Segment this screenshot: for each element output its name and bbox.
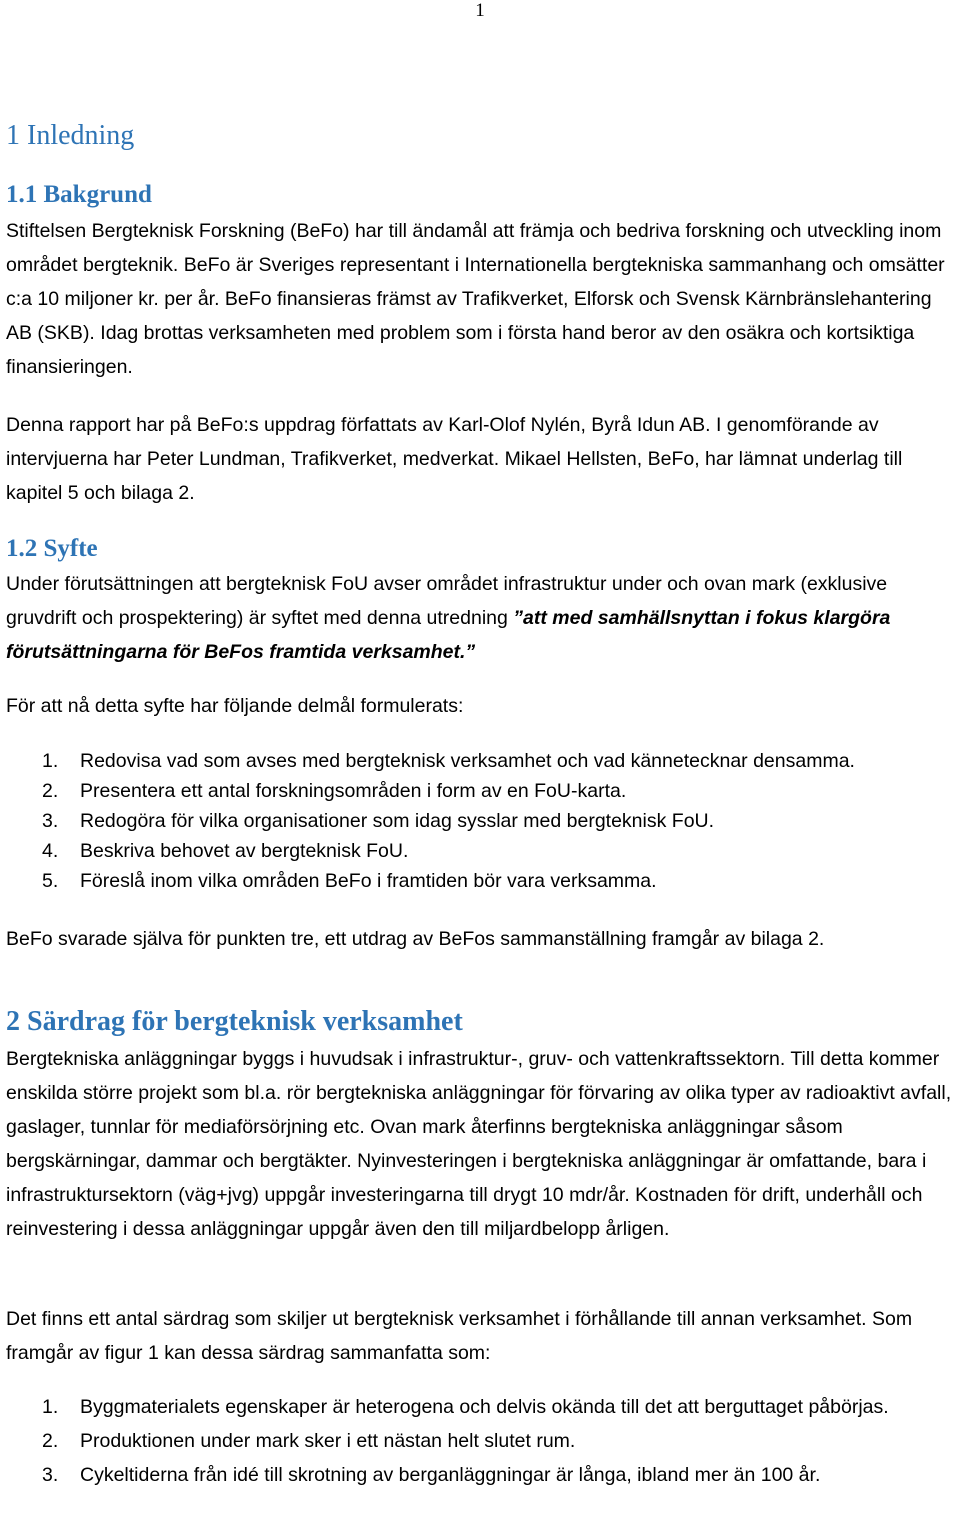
purpose-emphasis: ”att med samhällsnyttan i fokus klargöra förutsättningarna för BeFos framtida verksamhet.” (6, 607, 891, 663)
list-text: Föreslå inom vilka områden BeFo i framtiden bör vara verksamma. (80, 870, 657, 892)
heading-inledning: 1 Inledning (6, 120, 135, 151)
page-number: 1 (475, 0, 485, 21)
goals-list (42, 746, 957, 896)
list-number: 5. (42, 870, 59, 892)
list-text: Redogöra för vilka organisationer som idag sysslar med bergteknisk FoU. (80, 810, 715, 832)
paragraph-features-1: Bergtekniska anläggningar byggs i huvudsak i infrastruktur-, gruv- och vattenkraftssektorn. Till detta kommer enskilda större projekt som bl.a. rör bergtekniska anläggningar för förvaring av olika typer av radioaktivt avfall, gaslager, tunnlar för mediaförsörjning etc. Ovan mark återfinns bergtekniska anläggningar såsom bergskärningar, dammar och bergtäkter. Nyinvesteringen i bergtekniska anläggningar är omfattande, bara i infrastruktursektorn (väg+jvg) uppgår investeringarna till drygt 10 mdr/år. Kostnaden för drift, underhåll och reinvestering i dessa anläggningar uppgår även den till miljardbelopp årligen. (6, 1048, 952, 1240)
list-text: Cykeltiderna från idé till skrotning av berganläggningar är långa, ibland mer än 100 år. (80, 1464, 821, 1486)
paragraph-background-2: Denna rapport har på BeFo:s uppdrag författats av Karl-Olof Nylén, Byrå Idun AB. I genomförande av intervjuerna har Peter Lundman, Trafikverket, medverkat. Mikael Hellsten, BeFo, har lämnat underlag till kapitel 5 och bilaga 2. (6, 414, 903, 504)
paragraph-features-2: Det finns ett antal särdrag som skiljer ut bergteknisk verksamhet i förhållande till annan verksamhet. Som framgår av figur 1 kan dessa särdrag sammanfatta som: (6, 1308, 913, 1364)
heading-sardrag: 2 Särdrag för bergteknisk verksamhet (6, 1006, 463, 1037)
list-text: Produktionen under mark sker i ett nästan helt slutet rum. (80, 1430, 576, 1452)
features-list (42, 1390, 957, 1492)
list-number: 3. (42, 810, 59, 832)
list-number: 4. (42, 840, 59, 862)
heading-syfte: 1.2 Syfte (6, 535, 98, 562)
paragraph-purpose-2: För att nå detta syfte har följande delmål formulerats: (6, 695, 464, 717)
list-number: 1. (42, 750, 59, 772)
list-item (42, 806, 957, 836)
list-item (42, 1390, 957, 1424)
list-text: Redovisa vad som avses med bergteknisk verksamhet och vad kännetecknar densamma. (80, 750, 855, 772)
list-item (42, 1424, 957, 1458)
list-number: 3. (42, 1464, 59, 1486)
list-text: Byggmaterialets egenskaper är heterogena och delvis okända till det att berguttaget påbörjas. (80, 1396, 889, 1418)
paragraph-purpose-3: BeFo svarade själva för punkten tre, ett utdrag av BeFos sammanställning framgår av bilaga 2. (6, 928, 825, 950)
list-item (42, 836, 957, 866)
paragraph-purpose-1 (6, 567, 956, 669)
paragraph-background-1: Stiftelsen Bergteknisk Forskning (BeFo) har till ändamål att främja och bedriva forskning och utveckling inom området bergteknik. BeFo är Sveriges representant i Internationella bergtekniska sammanhang och omsätter c:a 10 miljoner kr. per år. BeFo finansieras främst av Trafikverket, Elforsk och Svensk Kärnbränslehantering AB (SKB). Idag brottas verksamheten med problem som i första hand beror av den osäkra och kortsiktiga finansieringen. (6, 220, 945, 378)
list-number: 1. (42, 1396, 59, 1418)
list-number: 2. (42, 780, 59, 802)
purpose-text: Under förutsättningen att bergteknisk FoU avser området infrastruktur under och ovan mark (exklusive gruvdrift och prospektering) är syftet med denna utredning (6, 573, 888, 629)
list-item (42, 1458, 957, 1492)
list-text: Beskriva behovet av bergteknisk FoU. (80, 840, 409, 862)
list-number: 2. (42, 1430, 59, 1452)
heading-bakgrund: 1.1 Bakgrund (6, 181, 152, 208)
list-item (42, 776, 957, 806)
list-item (42, 746, 957, 776)
list-text: Presentera ett antal forskningsområden i form av en FoU-karta. (80, 780, 627, 802)
list-item (42, 866, 957, 896)
